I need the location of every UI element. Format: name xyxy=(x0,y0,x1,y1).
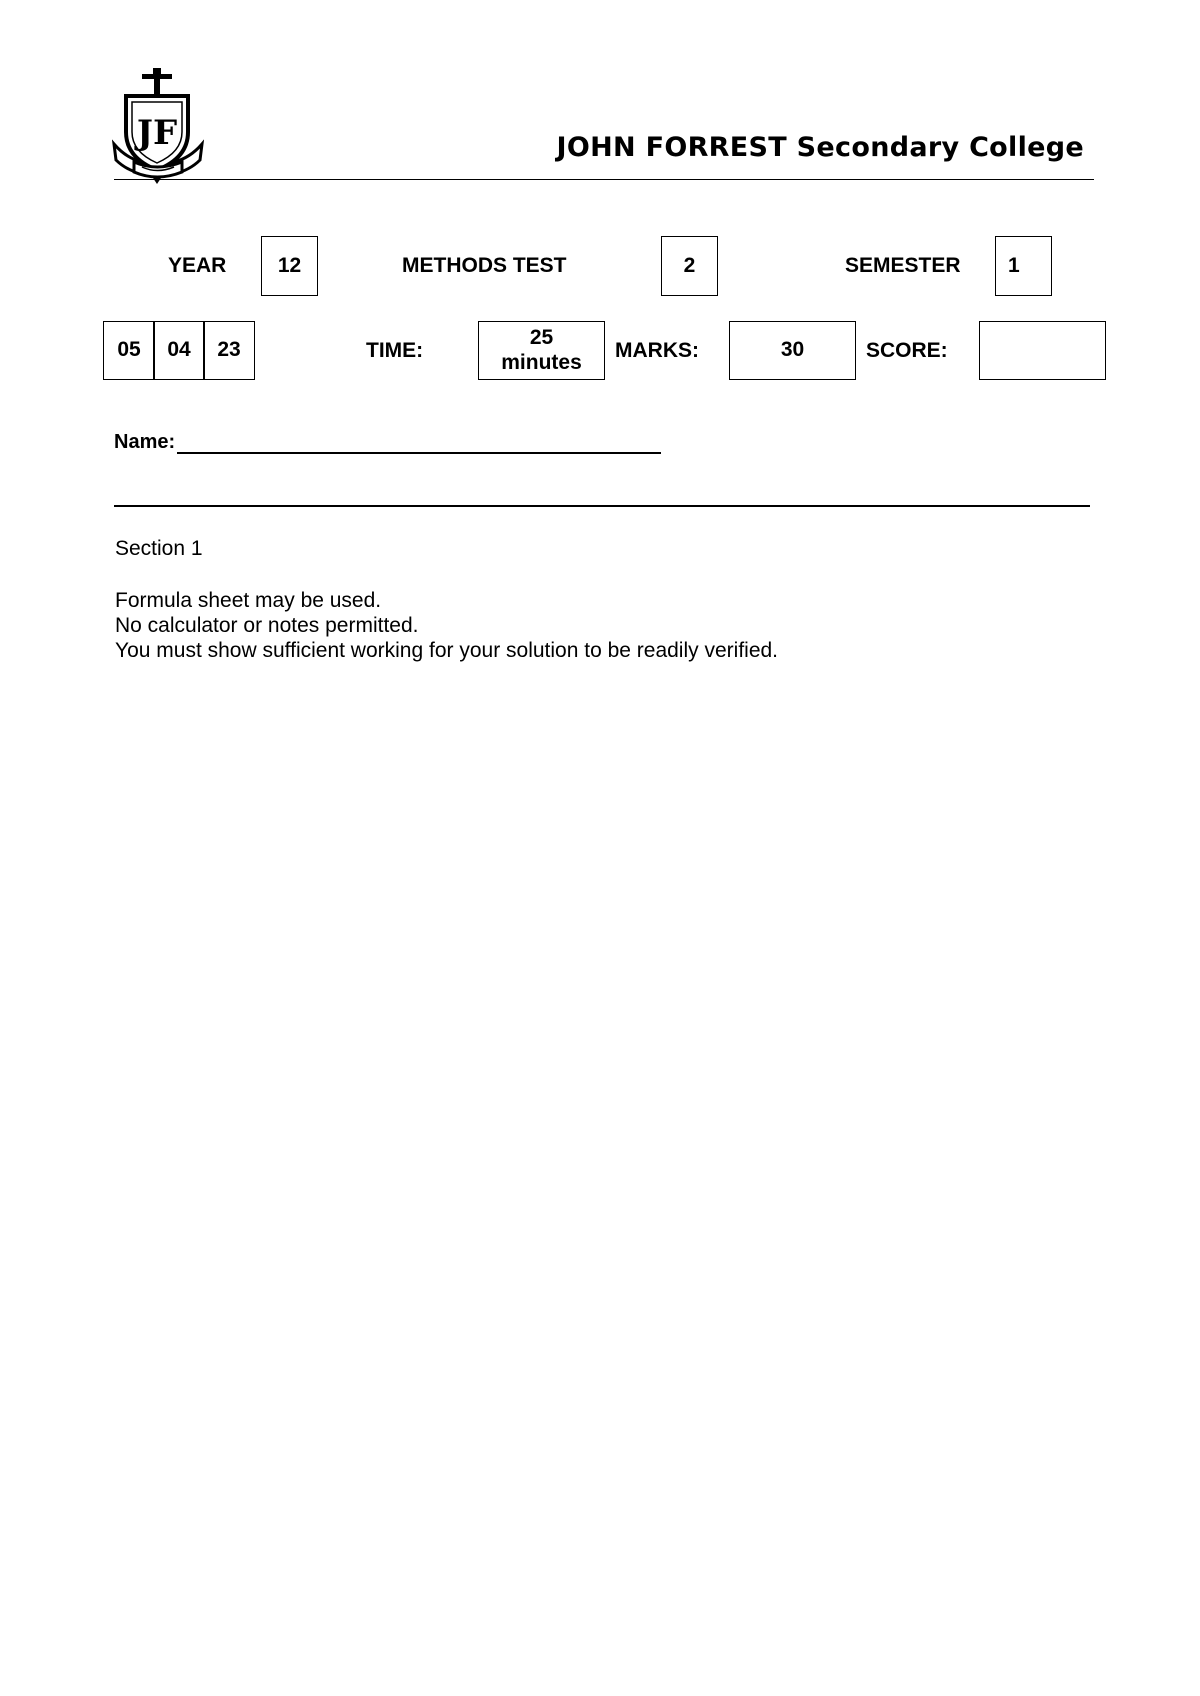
score-label: SCORE: xyxy=(866,339,948,362)
section-title: Section 1 xyxy=(115,537,203,560)
time-value-unit: minutes xyxy=(501,350,582,374)
date-day-box: 05 xyxy=(103,321,155,380)
name-write-line[interactable] xyxy=(177,430,661,454)
instructions xyxy=(115,588,778,663)
semester-box: 1 xyxy=(995,236,1052,296)
methods-test-label: METHODS TEST xyxy=(402,254,567,277)
college-name: JOHN FORREST Secondary College xyxy=(556,132,1084,163)
time-value-number: 25 xyxy=(529,326,554,350)
name-row xyxy=(114,430,661,454)
separator-line xyxy=(114,505,1090,507)
date-month-box: 04 xyxy=(153,321,205,380)
score-box[interactable] xyxy=(979,321,1106,380)
marks-box: 30 xyxy=(729,321,856,380)
semester-label: SEMESTER xyxy=(845,254,961,277)
year-label: YEAR xyxy=(168,254,227,277)
school-crest-logo xyxy=(112,66,204,186)
marks-label: MARKS: xyxy=(615,339,699,362)
logo-monogram: JF xyxy=(136,113,178,153)
test-number-box: 2 xyxy=(661,236,718,296)
instruction-show-working: You must show sufficient working for your solution to be readily verified. xyxy=(115,639,779,662)
instruction-no-calculator: No calculator or notes permitted. xyxy=(115,614,419,637)
header-rule xyxy=(114,179,1094,180)
year-box: 12 xyxy=(261,236,318,296)
time-label: TIME: xyxy=(366,339,424,362)
name-label: Name: xyxy=(114,431,176,453)
time-box xyxy=(478,321,605,380)
date-year-box: 23 xyxy=(203,321,255,380)
instruction-formula-sheet: Formula sheet may be used. xyxy=(115,589,382,612)
